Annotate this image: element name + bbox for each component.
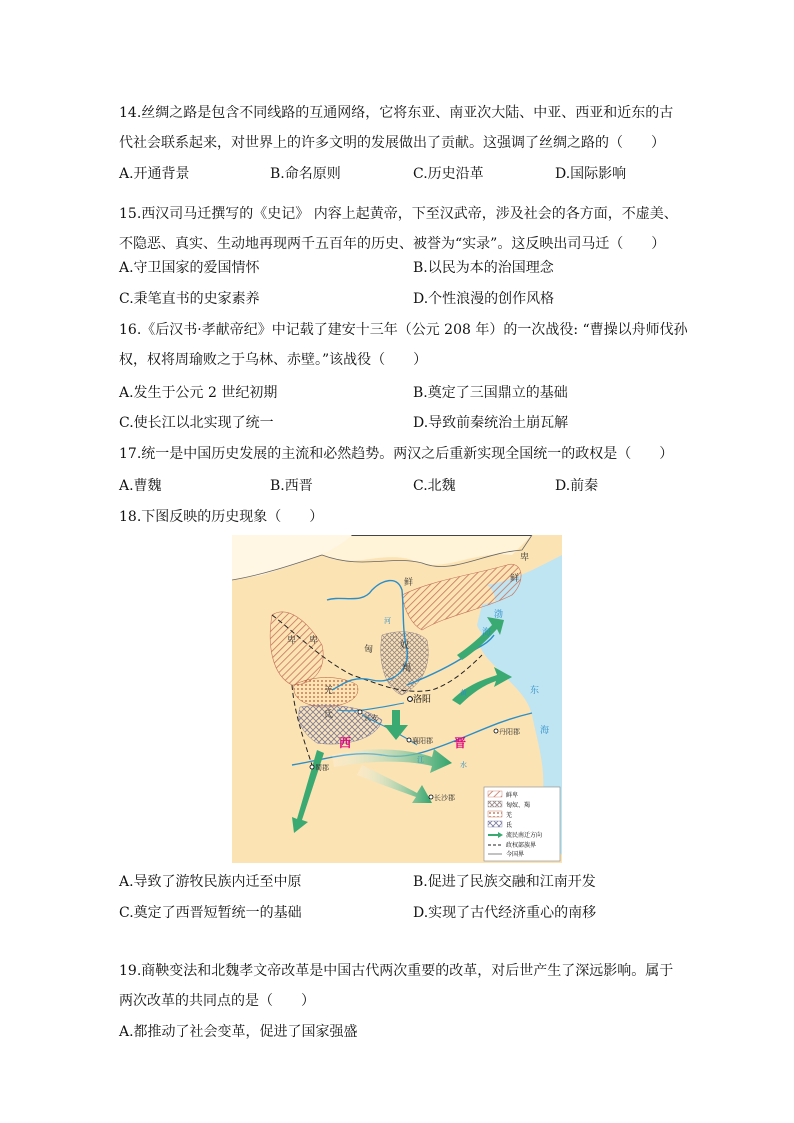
question-17-stem-line: 17.统一是中国历史发展的主流和必然趋势。两汉之后重新实现全国统一的政权是（ ） xyxy=(119,446,674,462)
map-label-changan: 长安 xyxy=(364,714,378,722)
map-label-di: 氐 xyxy=(324,710,334,720)
map-label-bohai-2: 海 xyxy=(482,628,492,638)
map-label-xiangyang: 襄阳郡 xyxy=(412,737,433,745)
map-label-jie: 羯 xyxy=(402,664,412,674)
map-label-jiang-2: 水 xyxy=(460,761,467,769)
map-label-xianbei-2b: 卑 xyxy=(309,636,319,646)
question-19-stem-line: 19.商鞅变法和北魏孝文帝改革是中国古代两次重要的改革，对后世产生了深远影响。属于 xyxy=(119,963,674,979)
western-jin-migration-map xyxy=(232,535,562,863)
question-18-option-C[interactable]: C.奠定了西晋短暂统一的基础 xyxy=(119,905,302,921)
map-label-xi: 西 xyxy=(339,736,352,750)
map-label-bohai-1: 渤 xyxy=(494,610,504,620)
map-label-xiongnu-1: 匈 xyxy=(364,645,374,655)
map-label-xianbei-4: 卑 xyxy=(520,553,530,563)
map-city-changan-marker xyxy=(358,710,362,714)
legend-xiongnu-jie: 匈奴、羯 xyxy=(506,802,531,809)
map-label-xianbei-3: 鲜 xyxy=(510,574,520,584)
question-15-option-C[interactable]: C.秉笔直书的史家素养 xyxy=(119,291,260,307)
map-label-donghai-2: 海 xyxy=(540,726,550,736)
question-18-stem-line: 18.下图反映的历史现象（ ） xyxy=(119,509,324,525)
map-city-luoyang-marker xyxy=(408,697,413,702)
question-19-stem-line: 两次改革的共同点的是（ ） xyxy=(119,993,315,1009)
map-label-xianbei-2: 卑 xyxy=(287,636,297,646)
question-14-stem-line: 14.丝绸之路是包含不同线路的互通网络，它将东亚、南亚次大陆、中亚、西亚和近东的古 xyxy=(119,105,674,121)
question-14-option-A[interactable]: A.开通背景 xyxy=(119,166,190,182)
question-18-option-B[interactable]: B.促进了民族交融和江南开发 xyxy=(413,874,596,890)
question-14-stem-line: 代社会联系起来，对世界上的许多文明的发展做出了贡献。这强调了丝绸之路的（ ） xyxy=(119,135,665,151)
map-label-he-1: 河 xyxy=(384,617,391,625)
question-16-option-D[interactable]: D.导致前秦统治土崩瓦解 xyxy=(413,415,569,431)
legend-national-border: 今国界 xyxy=(506,851,525,858)
question-15-option-A[interactable]: A.守卫国家的爱国情怀 xyxy=(119,260,260,276)
map-city-shujun-marker xyxy=(310,765,314,769)
question-14-option-B[interactable]: B.命名原则 xyxy=(270,166,341,182)
legend-qiang: 羌 xyxy=(506,812,513,819)
legend-di: 氐 xyxy=(506,822,513,829)
map-legend xyxy=(484,787,560,861)
question-16-option-C[interactable]: C.使长江以北实现了统一 xyxy=(119,415,274,431)
question-18-option-D[interactable]: D.实现了古代经济重心的南移 xyxy=(413,905,597,921)
map-label-xiongnu-2: 奴 xyxy=(400,641,410,651)
question-15-option-B[interactable]: B.以民为本的治国理念 xyxy=(413,260,554,276)
map-label-jin: 晋 xyxy=(454,736,467,750)
question-15-option-D[interactable]: D.个性浪漫的创作风格 xyxy=(413,291,555,307)
map-label-changsha: 长沙郡 xyxy=(434,794,455,802)
map-label-xianbei-1: 鲜 xyxy=(404,578,414,588)
map-city-danyang-marker xyxy=(494,729,498,733)
map-label-donghai-1: 东 xyxy=(530,686,540,696)
question-16-option-A[interactable]: A.发生于公元 2 世纪初期 xyxy=(119,385,278,401)
map-label-danyang: 丹阳郡 xyxy=(499,728,520,736)
question-15-stem-line: 不隐恶、真实、生动地再现两千五百年的历史、被誉为“实录”。这反映出司马迁（ ） xyxy=(119,236,666,252)
map-label-shujun: 蜀郡 xyxy=(315,764,329,772)
map-label-qiang: 羌 xyxy=(324,686,334,696)
question-16-stem-line: 权，权将周瑜败之于乌林、赤壁。”该战役（ ） xyxy=(119,352,428,368)
question-16-stem-line: 16.《后汉书·孝献帝纪》中记载了建安十三年（公元 208 年）的一次战役: “曹操以舟师伐孙 xyxy=(119,322,688,338)
map-label-heng: 黄 xyxy=(460,689,467,697)
question-16-option-B[interactable]: B.奠定了三国鼎立的基础 xyxy=(413,385,568,401)
question-17-option-B[interactable]: B.西晋 xyxy=(270,478,313,494)
legend-xianbei: 鲜卑 xyxy=(506,792,519,799)
map-city-changsha-marker xyxy=(429,795,433,799)
question-17-option-D[interactable]: D.前秦 xyxy=(555,478,599,494)
question-14-option-C[interactable]: C.历史沿革 xyxy=(413,166,484,182)
legend-regime-border: 政权部族界 xyxy=(506,842,537,849)
map-city-xiangyang-marker xyxy=(407,738,411,742)
map-label-luoyang: 洛阳 xyxy=(413,695,432,705)
question-15-stem-line: 15.西汉司马迁撰写的《史记》 内容上起黄帝，下至汉武帝，涉及社会的各方面，不虚美、 xyxy=(119,206,678,222)
question-17-option-C[interactable]: C.北魏 xyxy=(413,478,456,494)
legend-migration: 流民南迁方向 xyxy=(506,832,543,839)
question-19-option-A[interactable]: A.都推动了社会变革，促进了国家强盛 xyxy=(119,1024,358,1040)
map-label-jiang-1: 江 xyxy=(417,756,424,764)
question-14-option-D[interactable]: D.国际影响 xyxy=(555,166,627,182)
question-18-option-A[interactable]: A.导致了游牧民族内迁至中原 xyxy=(119,874,302,890)
question-17-option-A[interactable]: A.曹魏 xyxy=(119,478,162,494)
